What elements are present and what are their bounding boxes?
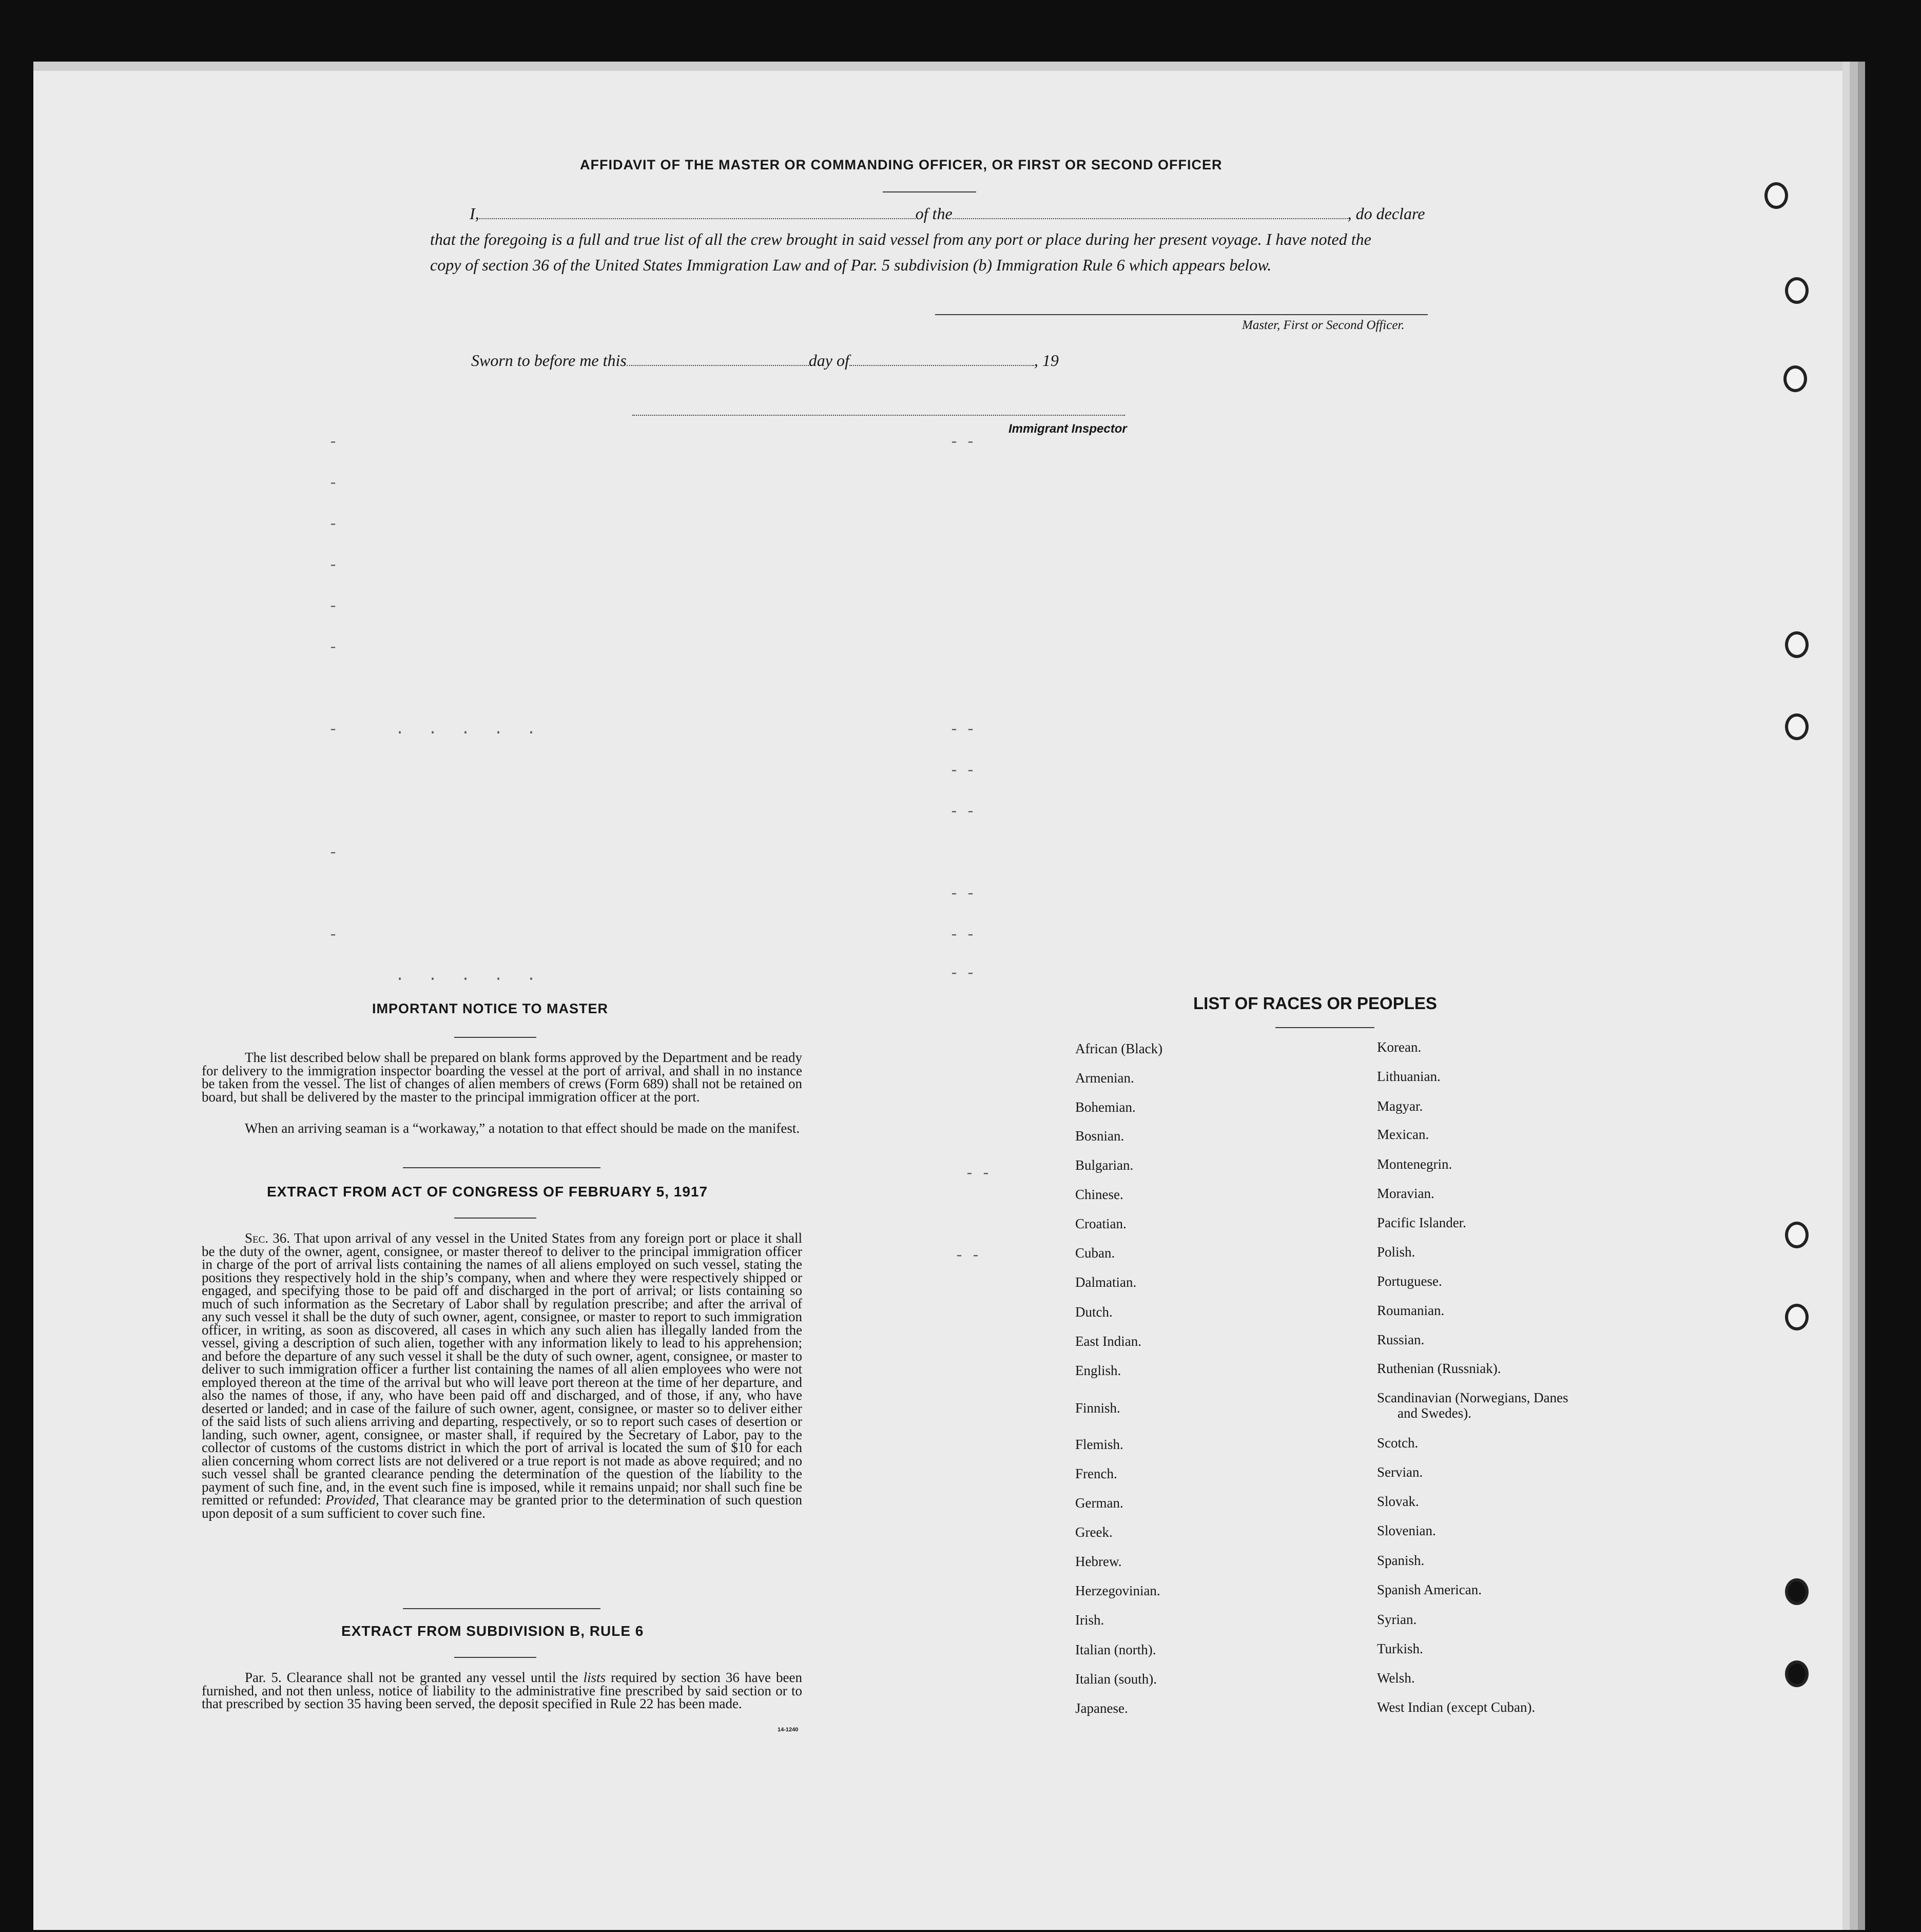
bleed-through-mark: -- — [949, 762, 983, 780]
signature-label: Master, First or Second Officer. — [1242, 318, 1405, 332]
rule-text-a: Par. 5. Clearance shall not be granted any vessel until the — [245, 1670, 578, 1685]
race-item: Herzegovinian. — [1075, 1583, 1160, 1598]
rule-text-b: required by section 36 have been furnished, and not then unless, notice of liability to the administrative fine prescribed by said section or to that prescribed by section 35 having been served, the deposit specified in Rule 22 has been made. — [202, 1670, 803, 1711]
race-item: Welsh. — [1377, 1670, 1415, 1686]
race-item: Slovenian. — [1377, 1523, 1436, 1538]
declaration-line-1 — [470, 204, 1429, 223]
race-item: Croatian. — [1075, 1216, 1127, 1231]
binder-hole — [1783, 365, 1807, 392]
race-item: Slovak. — [1377, 1494, 1419, 1509]
race-item: Korean. — [1377, 1039, 1422, 1055]
section-label: Sec. 36. — [245, 1230, 290, 1246]
races-title: LIST OF RACES OR PEOPLES — [1193, 994, 1437, 1013]
race-item: Hebrew. — [1075, 1554, 1122, 1569]
bleed-through-mark: -- — [949, 721, 983, 739]
race-item: Turkish. — [1377, 1641, 1423, 1656]
bleed-through-mark: - — [328, 598, 345, 615]
race-item: Mexican. — [1377, 1127, 1429, 1142]
bleed-through-mark: . . . . . — [395, 721, 544, 739]
signature-line[interactable] — [935, 314, 1428, 315]
race-item: East Indian. — [1075, 1334, 1141, 1349]
race-item: Dalmatian. — [1075, 1274, 1137, 1290]
bleed-through-mark: - — [328, 475, 345, 492]
race-item: Bulgarian. — [1075, 1157, 1134, 1173]
notice-paragraph-1: The list described below shall be prepared on blank forms approved by the Department and be ready for delivery to the immigration inspector boarding the vessel at the port of arrival, and shall in no instance be taken from the vessel. The list of changes of alien members of crews (Form 689) shall not be retained on board, but shall be delivered by the master to the principal immigration officer at the port. — [202, 1050, 802, 1105]
section-36-text — [202, 1232, 802, 1520]
binder-hole — [1785, 277, 1809, 304]
race-item: Roumanian. — [1377, 1303, 1445, 1318]
race-item: German. — [1075, 1495, 1123, 1511]
form-number: 14-1240 — [778, 1727, 799, 1733]
race-item: Flemish. — [1075, 1437, 1123, 1452]
lists-word: lists — [583, 1670, 606, 1685]
race-item: Italian (north). — [1075, 1642, 1156, 1657]
race-item: African (Black) — [1075, 1041, 1163, 1056]
name-blank[interactable] — [479, 216, 916, 219]
race-item: French. — [1075, 1466, 1117, 1481]
divider — [1275, 1027, 1374, 1028]
race-item: Montenegrin. — [1377, 1156, 1452, 1172]
race-item: Armenian. — [1075, 1070, 1134, 1086]
bleed-through-mark: -- — [949, 885, 983, 903]
act-extract-title: EXTRACT FROM ACT OF CONGRESS OF FEBRUARY 5, 1917 — [267, 1184, 708, 1200]
inspector-signature-line[interactable] — [632, 415, 1125, 416]
bleed-through-mark: - — [328, 557, 345, 574]
race-item: Chinese. — [1075, 1187, 1123, 1202]
sworn-end: , 19 — [1034, 351, 1059, 370]
divider — [454, 1657, 536, 1658]
race-item: Dutch. — [1075, 1304, 1113, 1320]
race-item: Lithuanian. — [1377, 1069, 1441, 1084]
rule-extract-title: EXTRACT FROM SUBDIVISION B, RULE 6 — [341, 1623, 644, 1639]
bleed-through-mark: . . . . . — [395, 968, 544, 985]
sworn-line — [471, 351, 1059, 370]
divider — [454, 1218, 536, 1219]
line1-start: I, — [470, 204, 479, 223]
bleed-through-mark: - — [328, 844, 345, 862]
divider — [883, 191, 976, 192]
day-blank[interactable] — [627, 363, 809, 366]
provided-word: Provided, — [325, 1492, 379, 1508]
rule-6-text — [202, 1671, 802, 1711]
race-item: Magyar. — [1377, 1098, 1423, 1114]
affidavit-title: AFFIDAVIT OF THE MASTER OR COMMANDING OFFICER, OR FIRST OR SECOND OFFICER — [580, 157, 1223, 172]
race-item: Moravian. — [1377, 1186, 1434, 1201]
inspector-label: Immigrant Inspector — [1008, 422, 1127, 436]
race-item: Spanish American. — [1377, 1582, 1482, 1597]
race-item: Bosnian. — [1075, 1128, 1124, 1144]
divider — [454, 1037, 536, 1038]
bleed-through-mark: -- — [955, 1247, 988, 1265]
bleed-through-mark: -- — [949, 926, 983, 944]
declaration-line-2: that the foregoing is a full and true list of all the crew brought in said vessel from any port or place during her present voyage. I have noted the — [430, 230, 1371, 248]
bleed-through-mark: - — [328, 926, 345, 944]
binder-hole — [1764, 182, 1788, 209]
race-item: Polish. — [1377, 1244, 1415, 1260]
bleed-through-mark: -- — [965, 1165, 998, 1183]
binder-hole — [1785, 713, 1809, 740]
race-item: Greek. — [1075, 1524, 1113, 1540]
section-36-body: That upon arrival of any vessel in the United States from any foreign port or place it shall be the duty of the owner, agent, consignee, or master thereof to deliver to the principal immigration officer in charge of the port of arrival lists containing the names of all aliens employed on such vessel, stating the positions they respectively hold in the ship’s company, when and where they were respectively shipped or engaged, and specifying those to be paid off and discharged in the port of arrival; or lists containing so much of such information as the Secretary of Labor shall by regulation prescribe; and after the arrival of any such vessel it shall be the duty of such owner, agent, consignee, or master to report to such immigration officer, in writing, as soon as discovered, all cases in which any such alien has illegally landed from the vessel, giving a description of such alien, together with any information likely to lead to his apprehension; and before the departure of any such vessel it shall be the duty of such owner, agent, consignee, or master to deliver to such immigration officer a further list containing the names of all alien employees who were not employed thereon at the time of the arrival but who will leave port thereon at the time of her departure, and also the names of those, if any, who have been paid off and discharged, and of those, if any, who have deserted or landed; and in case of the failure of such owner, agent, consignee, or master so to deliver either of the said lists of such aliens arriving and departing, respectively, or so to report such cases of desertion or landing, such owner, agent, consignee, or master shall, if required by the Secretary of Labor, pay to the collector of customs of the customs district in which the port of arrival is located the sum of $10 for each alien concerning whom correct lists are not delivered or a true report is not made as above required; and no such vessel shall be granted clearance pending the determination of the question of the liability to the payment of such fine, and, in the event such fine is imposed, while it remains unpaid; nor shall such fine be remitted or refunded: — [202, 1230, 802, 1508]
line1-mid: of the — [915, 204, 953, 223]
binder-hole — [1785, 1578, 1809, 1605]
binder-hole — [1785, 631, 1809, 658]
bleed-through-mark: -- — [949, 803, 983, 821]
bleed-through-mark: - — [328, 434, 345, 451]
binder-hole — [1785, 1222, 1809, 1248]
race-item: Servian. — [1377, 1464, 1423, 1480]
race-item: Scandinavian (Norwegians, Danes and Swedes). — [1377, 1390, 1568, 1421]
race-item: Portuguese. — [1377, 1273, 1442, 1289]
notice-title: IMPORTANT NOTICE TO MASTER — [372, 1001, 608, 1016]
race-item: Japanese. — [1075, 1701, 1128, 1716]
divider — [403, 1167, 600, 1168]
race-item: West Indian (except Cuban). — [1377, 1699, 1536, 1715]
race-item: Irish. — [1075, 1612, 1104, 1628]
divider — [403, 1608, 600, 1609]
race-item: English. — [1075, 1363, 1121, 1378]
race-item: Italian (south). — [1075, 1671, 1157, 1687]
bleed-through-mark: -- — [949, 434, 983, 451]
race-item: Cuban. — [1075, 1245, 1115, 1261]
race-item: Russian. — [1377, 1332, 1425, 1347]
race-item: Scotch. — [1377, 1435, 1419, 1451]
bleed-through-mark: - — [328, 721, 345, 739]
month-blank[interactable] — [849, 363, 1034, 366]
vessel-blank[interactable] — [953, 216, 1348, 219]
notice-paragraph-2: When an arriving seaman is a “workaway,” a notation to that effect should be made on the manifest. — [245, 1120, 800, 1136]
bleed-through-mark: - — [328, 639, 345, 656]
section-36-end: That clearance may be granted prior to the determination of such question upon deposit of a sum sufficient to cover such fine. — [202, 1492, 803, 1521]
line1-end: , do declare — [1347, 204, 1425, 223]
declaration-line-3: copy of section 36 of the United States Immigration Law and of Par. 5 subdivision (b) Immigration Rule 6 which appears below. — [430, 256, 1272, 274]
binder-hole — [1785, 1304, 1809, 1330]
race-item: Spanish. — [1377, 1553, 1425, 1568]
race-item: Finnish. — [1075, 1400, 1120, 1416]
race-item: Ruthenian (Russniak). — [1377, 1361, 1501, 1376]
race-item: Bohemian. — [1075, 1099, 1136, 1115]
binder-hole — [1785, 1660, 1809, 1687]
race-item: Pacific Islander. — [1377, 1215, 1466, 1230]
sworn-start: Sworn to before me this — [471, 351, 627, 370]
race-item: Syrian. — [1377, 1612, 1417, 1627]
bleed-through-mark: -- — [949, 965, 983, 982]
bleed-through-mark: - — [328, 516, 345, 533]
sworn-mid: day of — [808, 351, 849, 370]
